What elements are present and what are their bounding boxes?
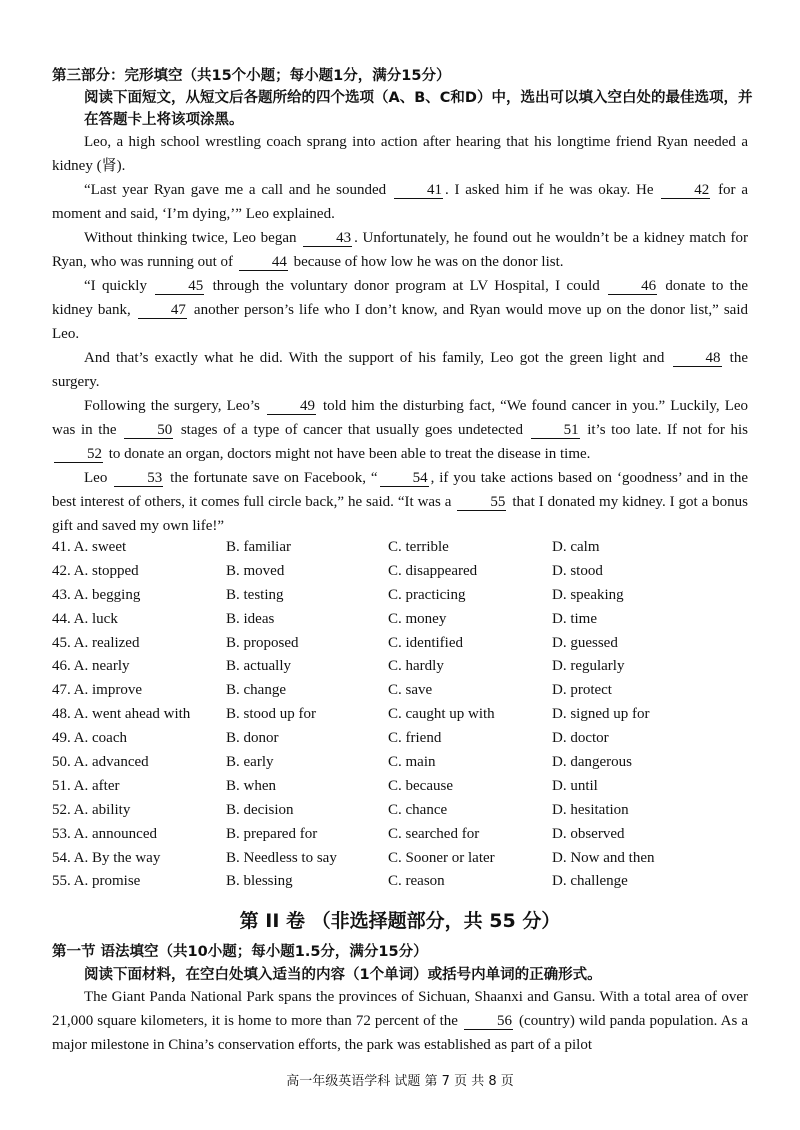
option-row [52,823,752,847]
blank-55: 55 [457,494,506,511]
option-choice: B. proposed [226,634,299,651]
option-choice: C. disappeared [388,562,478,579]
option-row [52,799,752,823]
option-choice: B. testing [226,586,284,603]
option-row [52,727,752,751]
option-choice: D. protect [552,682,612,699]
option-choice: D. hesitation [552,801,629,818]
blank-47: 47 [138,302,187,319]
answer-options [52,536,752,894]
option-choice: 55. A. promise [52,873,141,890]
option-choice: B. stood up for [226,706,316,723]
option-choice: D. signed up for [552,706,650,723]
section3-instruction: 阅读下面短文，从短文后各题所给的四个选项（A、B、C和D）中，选出可以填入空白处的最佳选项，并在答题卡上将该项涂黑。 [84,90,753,128]
option-choice: D. dangerous [552,754,632,771]
blank-42: 42 [661,182,710,199]
blank-52: 52 [54,446,103,463]
option-row [52,536,752,560]
grammar-paragraph: The Giant Panda National Park spans the provinces of Sichuan, Shaanxi and Gansu. With a total area of over 21,000 square kilometers, it is home to more than 72 percent of the 56 (country) wild panda population. As a major milestone in China’s conservation efforts, the park was established as part of a pilot [52,989,748,1053]
section3-heading: 第三部分：完形填空（共15个小题；每小题1分，满分15分） [52,68,451,84]
option-choice: C. caught up with [388,706,495,723]
blank-49: 49 [267,398,316,415]
blank-46: 46 [608,278,657,295]
option-choice: 50. A. advanced [52,754,149,771]
grammar-passage [52,985,748,1057]
passage-paragraph-1: Leo, a high school wrestling coach sprang into action after hearing that his longtime friend Ryan needed a kidney (肾). [52,134,748,174]
option-choice: B. ideas [226,610,275,627]
option-choice: C. friend [388,730,442,747]
option-choice: C. money [388,610,447,627]
option-choice: B. familiar [226,539,291,555]
option-choice: 44. A. luck [52,610,118,627]
option-choice: 42. A. stopped [52,562,139,579]
option-choice: D. guessed [552,634,618,651]
passage-paragraph-6: Following the surgery, Leo’s 49 told him the disturbing fact, “We found cancer in you.” Luckily, Leo was in the 50 stages of a type of cancer that usually goes undetected 51 it’s too late. If not for his 52 to donate an organ, doctors might not have been able to treat the disease in time. [52,398,749,462]
option-choice: D. regularly [552,658,625,675]
option-row [52,608,752,632]
option-choice: B. blessing [226,873,293,890]
option-choice: C. identified [388,634,463,651]
option-choice: 45. A. realized [52,634,140,651]
option-choice: B. when [226,777,276,794]
passage-paragraph-3: Without thinking twice, Leo began 43 . Unfortunately, he found out he wouldn’t be a kidney match for Ryan, who was running out of 44 because of how low he was on the donor list. [52,230,748,270]
part2-title: 第 II 卷 （非选择题部分，共 55 分） [239,910,561,932]
option-row [52,870,752,894]
option-choice: C. main [388,754,436,771]
option-choice: D. speaking [552,586,624,603]
option-choice: 52. A. ability [52,801,131,818]
blank-53: 53 [114,470,163,487]
blank-51: 51 [531,422,580,439]
blank-41: 41 [394,182,443,199]
option-choice: D. stood [552,562,603,579]
option-choice: D. until [552,777,598,794]
grammar-section-heading: 第一节 语法填空（共10小题；每小题1.5分，满分15分） [52,944,428,960]
option-choice: C. because [388,777,453,794]
option-choice: C. chance [388,801,448,818]
option-choice: D. challenge [552,873,628,890]
option-choice: 54. A. By the way [52,849,161,866]
option-choice: 48. A. went ahead with [52,706,191,723]
option-choice: 41. A. sweet [52,539,127,555]
option-choice: 46. A. nearly [52,658,130,675]
option-choice: B. early [226,754,274,771]
option-choice: D. time [552,610,597,627]
option-row [52,679,752,703]
blank-44: 44 [239,254,288,271]
option-choice: C. Sooner or later [388,849,495,866]
blank-56: 56 [464,1013,513,1030]
passage-paragraph-4: “I quickly 45 through the voluntary donor program at LV Hospital, I could 46 donate to the kidney bank, 47 another person’s life who I don’t know, and Ryan would move up on the donor list,” said Leo. [52,278,748,342]
cloze-passage [52,130,748,538]
option-choice: B. Needless to say [226,849,337,866]
option-choice: B. change [226,682,286,699]
option-row [52,847,752,871]
option-row [52,560,752,584]
grammar-instruction: 阅读下面材料，在空白处填入适当的内容（1个单词）或括号内单词的正确形式。 [84,967,602,983]
option-choice: 49. A. coach [52,730,127,747]
blank-48: 48 [673,350,722,367]
option-row [52,775,752,799]
option-choice: D. Now and then [552,849,655,866]
option-choice: D. doctor [552,730,609,747]
option-choice: C. searched for [388,825,480,842]
passage-paragraph-7: Leo 53 the fortunate save on Facebook, “ 54 , if you take actions based on ‘goodness’ and in the best interest of others, it comes full circle back,” he said. “It was a 55 that I donated my kidney. I got a bonus gift and saved my own life!” [52,470,749,534]
option-choice: B. decision [226,801,294,818]
option-choice: 43. A. begging [52,586,141,603]
option-choice: 53. A. announced [52,825,157,842]
option-choice: B. actually [226,658,291,675]
option-row [52,703,752,727]
option-choice: C. practicing [388,586,466,603]
passage-paragraph-2: “Last year Ryan gave me a call and he sounded 41 . I asked him if he was okay. He 42 for a moment and said, ‘I’m dying,’” Leo explained. [52,182,748,222]
blank-50: 50 [124,422,173,439]
option-row [52,655,752,679]
option-choice: B. donor [226,730,279,747]
page-footer: 高一年级英语学科 试题 第 7 页 共 8 页 [286,1074,514,1089]
passage-paragraph-5: And that’s exactly what he did. With the support of his family, Leo got the green light and 48 the surgery. [52,350,748,390]
option-choice: C. save [388,682,433,699]
option-choice: C. reason [388,873,445,890]
option-choice: B. prepared for [226,825,318,842]
option-row [52,632,752,656]
option-row [52,751,752,775]
option-choice: C. terrible [388,539,449,555]
option-choice: D. calm [552,539,600,555]
option-row [52,584,752,608]
option-choice: B. moved [226,562,285,579]
option-choice: 47. A. improve [52,682,142,699]
option-choice: D. observed [552,825,625,842]
blank-45: 45 [155,278,204,295]
blank-43: 43 [303,230,352,247]
blank-54: 54 [380,470,429,487]
option-choice: C. hardly [388,658,444,675]
option-choice: 51. A. after [52,777,120,794]
